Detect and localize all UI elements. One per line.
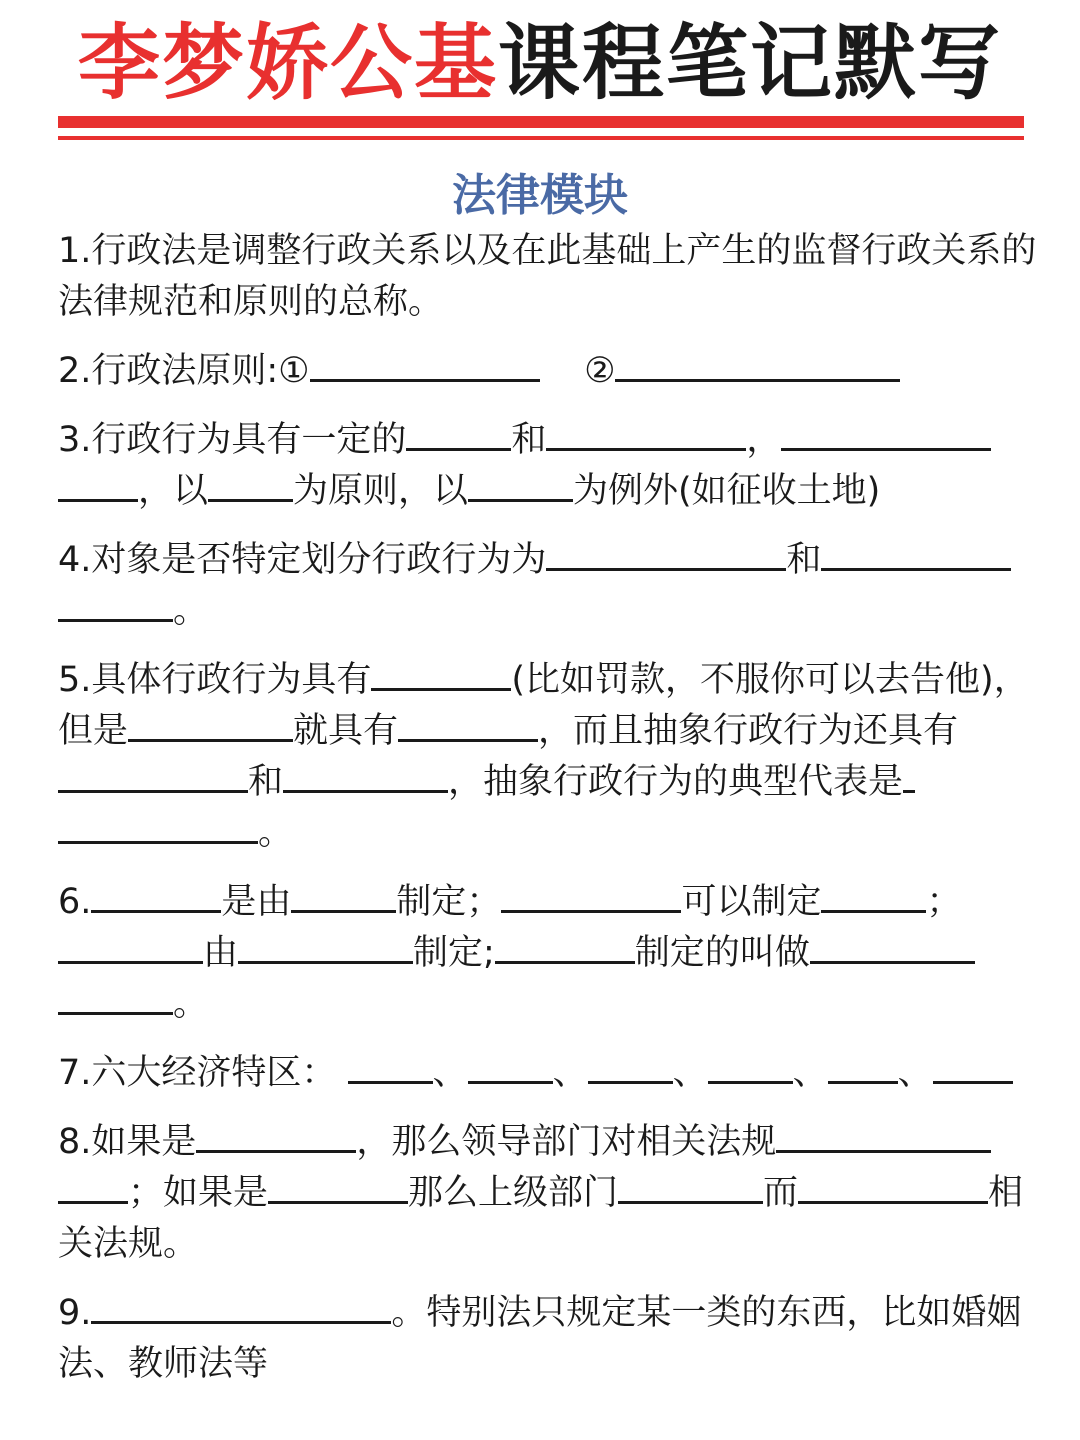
- fill-blank[interactable]: [903, 762, 915, 793]
- fill-blank[interactable]: [291, 882, 396, 913]
- fill-blank[interactable]: [398, 711, 538, 742]
- question-2: 2.行政法原则:① ②: [58, 346, 1043, 397]
- fill-blank[interactable]: [91, 882, 221, 913]
- fill-blank[interactable]: [128, 711, 293, 742]
- fill-blank[interactable]: [58, 1173, 128, 1204]
- fill-blank[interactable]: [708, 1053, 793, 1084]
- fill-blank[interactable]: [91, 1293, 391, 1324]
- question-5: 5.具体行政行为具有 (比如罚款，不服你可以去告他)，但是 就具有 ，而且抽象行政行为还具有和 ，抽象行政行为的典型代表是。: [58, 660, 1029, 853]
- fill-blank[interactable]: [828, 1053, 898, 1084]
- title-divider-thick: [58, 116, 1024, 128]
- fill-blank[interactable]: [196, 1122, 356, 1153]
- fill-blank[interactable]: [810, 933, 975, 964]
- question-8: 8.如果是 ，那么领导部门对相关法规；如果是 那么上级部门 而 相关法规。: [58, 1122, 1024, 1264]
- fill-blank[interactable]: [283, 762, 448, 793]
- fill-blank[interactable]: [58, 813, 258, 844]
- fill-blank[interactable]: [468, 471, 573, 502]
- fill-blank[interactable]: [310, 351, 540, 382]
- fill-blank[interactable]: [58, 591, 173, 622]
- fill-blank[interactable]: [546, 420, 746, 451]
- fill-blank[interactable]: [821, 540, 1011, 571]
- fill-blank[interactable]: [933, 1053, 1013, 1084]
- fill-blank[interactable]: [208, 471, 293, 502]
- page-title-red-part: 李梦娇公基: [77, 16, 498, 111]
- page-title-black-part: 课程笔记默写: [498, 16, 1003, 111]
- fill-blank[interactable]: [58, 471, 138, 502]
- fill-blank[interactable]: [58, 762, 248, 793]
- question-4: 4.对象是否特定划分行政行为为 和。: [58, 535, 1043, 637]
- fill-blank[interactable]: [468, 1053, 553, 1084]
- fill-blank[interactable]: [821, 882, 926, 913]
- title-divider-thin: [58, 136, 1024, 140]
- fill-blank[interactable]: [501, 882, 681, 913]
- fill-blank[interactable]: [371, 660, 511, 691]
- fill-blank[interactable]: [618, 1173, 763, 1204]
- fill-blank[interactable]: [546, 540, 786, 571]
- question-7: 7.六大经济特区： 、 、 、 、 、: [58, 1048, 1043, 1099]
- question-1: [58, 226, 1043, 328]
- question-9: 9. 。特别法只规定某一类的东西，比如婚姻法、教师法等: [58, 1293, 1022, 1384]
- fill-blank[interactable]: [495, 933, 635, 964]
- question-6: 6. 是由 制定； 可以制定 ；由 制定; 制定的叫做。: [58, 877, 1043, 1030]
- fill-blank[interactable]: [406, 420, 511, 451]
- question-text: 1.行政法是调整行政关系以及在此基础上产生的监督行政关系的法律规范和原则的总称。: [58, 231, 1037, 322]
- fill-blank[interactable]: [348, 1053, 433, 1084]
- fill-blank[interactable]: [238, 933, 413, 964]
- fill-blank[interactable]: [268, 1173, 408, 1204]
- page-title: [0, 14, 1080, 114]
- fill-blank[interactable]: [781, 420, 991, 451]
- fill-blank[interactable]: [58, 933, 203, 964]
- section-title: 法律模块: [452, 170, 628, 221]
- fill-blank[interactable]: [776, 1122, 991, 1153]
- fill-blank[interactable]: [58, 984, 173, 1015]
- question-list: [58, 226, 1043, 1408]
- question-3: 3.行政行为具有一定的 和 ，，以 为原则，以 为例外(如征收土地): [58, 415, 1043, 517]
- fill-blank[interactable]: [588, 1053, 673, 1084]
- fill-blank[interactable]: [798, 1173, 988, 1204]
- fill-blank[interactable]: [615, 351, 900, 382]
